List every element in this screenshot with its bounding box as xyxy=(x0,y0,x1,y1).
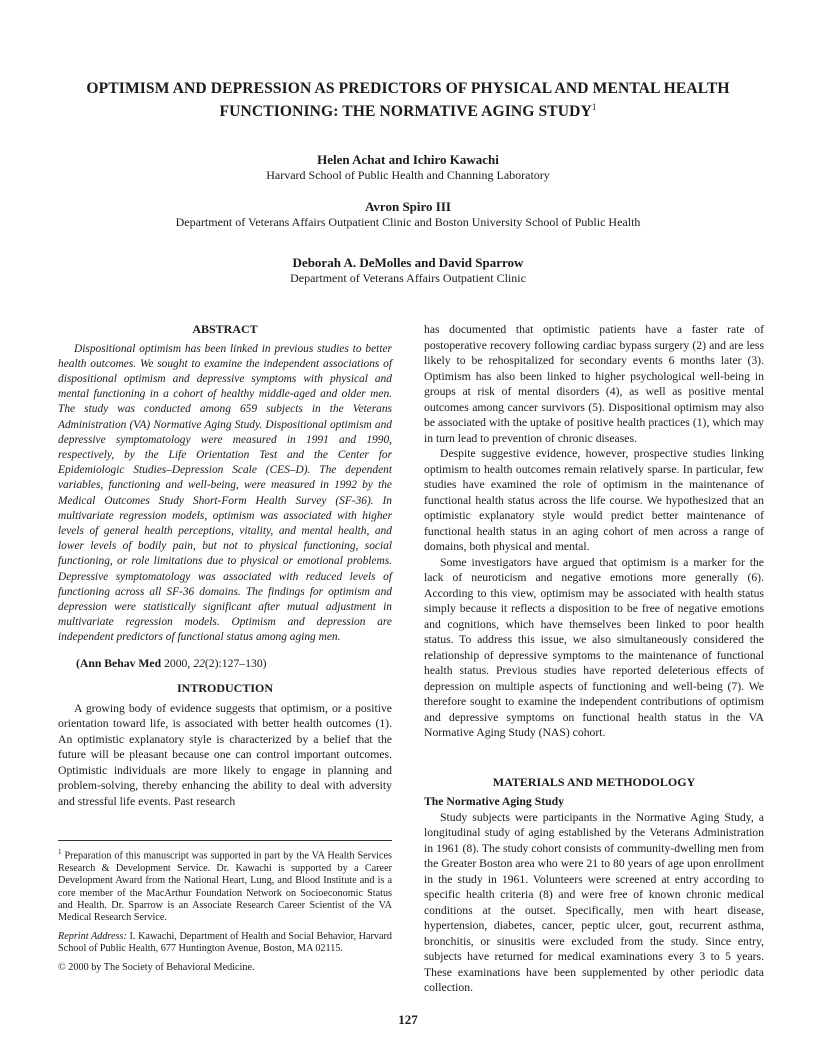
citation xyxy=(76,656,392,672)
footnote-divider xyxy=(58,840,392,841)
author-affiliation: Department of Veterans Affairs Outpatient Clinic and Boston University School of Public Health xyxy=(175,215,641,229)
abstract-text: Dispositional optimism has been linked in previous studies to better health outcomes. We sought to examine the independent associations of dispositional optimism and depressive symptoms with physical and mental functioning in a cohort of healthy middle-aged and older men. The study was conducted among 659 subjects in the Veterans Administration (VA) Normative Aging Study. Dispositional optimism and depressive symptomatology were measured in 1991 and 1990, respectively, by the Life Orientation Test and the Center for Epidemiologic Studies–Depression Scale (CES–D). The dependent variables, functioning and well-being, were measured in 1992 by the Medical Outcomes Study Short-Form Health Survey (SF-36). In multivariate regression models, optimism was associated with higher levels of general health perceptions, vitality, and mental health, and lower levels of bodily pain, but not to physical functioning, social functioning, or role limitations due to physical or emotional problems. Depressive symptomatology was associated with reduced levels of functioning across all SF-36 domains. The findings for optimism and depression were statistically significant after mutual adjustment in multivariate regression models. Optimism and depression are independent predictors of functional status among aging men. xyxy=(58,342,392,644)
citation-journal: (Ann Behav Med xyxy=(76,656,162,670)
copyright: © 2000 by The Society of Behavioral Medicine. xyxy=(58,961,255,973)
introduction-paragraph: has documented that optimistic patients have a faster rate of postoperative recovery following cardiac bypass surgery (2) and are less likely to be rehospitalized for secondary events 6 months later (3). Optimism has also been linked to higher psychological well-being in groups at risk of mental disorders (4), as well as positive mental outcomes among cancer survivors (5). Dispositional optimism may also be associated with the uptake of positive health practices (1), which may in turn lead to prevention of chronic diseases. xyxy=(424,323,764,445)
introduction-paragraph: Some investigators have argued that optimism is a marker for the lack of neuroticism and negative emotions more generally (6). According to this view, optimism may be associated with health status simply because it reflects a disposition to be free of negative emotions and cognitions, which have themselves been linked to poor health status. To address this issue, we also simultaneously considered the relationship of depressive symptoms to the maintenance of functional health status. Previous studies have reported deleterious effects of depression on multiple aspects of functioning and well-being (7). We therefore sought to examine the independent contributions of optimism and depressive symptoms on functional health status in the VA Normative Aging Study (NAS) cohort. xyxy=(424,555,764,739)
reprint-label: Reprint Address: xyxy=(58,930,127,942)
author-group-3 xyxy=(100,255,716,286)
funding-footnote xyxy=(58,846,392,925)
citation-volume: 22 xyxy=(193,656,205,670)
footnote-mark: 1 xyxy=(58,848,62,856)
left-column xyxy=(58,322,392,809)
citation-year: 2000, xyxy=(164,656,191,670)
footnotes xyxy=(58,846,392,980)
author-affiliation: Harvard School of Public Health and Channing Laboratory xyxy=(266,168,550,182)
author-group-2 xyxy=(100,199,716,230)
page-number: 127 xyxy=(398,1012,418,1027)
author-names: Avron Spiro III xyxy=(365,199,451,214)
reprint-text: I. Kawachi, Department of Health and Social Behavior, Harvard School of Public Health, 677 Huntington Avenue, Boston, MA 02115. xyxy=(58,930,393,955)
author-group-1 xyxy=(100,152,716,183)
funding-text: Preparation of this manuscript was supported in part by the VA Health Services Research & Development Service. Dr. Kawachi is supported by a Career Development Award from the National Heart, Lung, and Blood Institute and is a core member of the MacArthur Foundation Network on Socioeconomic Status and Health. Dr. Sparrow is an Associate Research Career Scientist of the VA Medical Research Service. xyxy=(58,850,392,924)
introduction-paragraph: Despite suggestive evidence, however, prospective studies linking optimism to health outcomes remain relatively sparse. In particular, few studies have examined the role of optimism in the maintenance of functional health status across the life course. We hypothesized that an optimistic explanatory style would predict better maintenance of functional health status in an aging cohort of men across a range of domains, both physical and mental. xyxy=(424,447,764,553)
reprint-footnote xyxy=(58,931,392,956)
title-footnote-mark: 1 xyxy=(591,102,597,112)
right-column xyxy=(424,322,764,996)
article-title-text: OPTIMISM AND DEPRESSION AS PREDICTORS OF PHYSICAL AND MENTAL HEALTH FUNCTIONING: THE NORMATIVE AGING STUDY xyxy=(86,80,730,121)
author-names: Deborah A. DeMolles and David Sparrow xyxy=(292,255,524,270)
abstract-heading: ABSTRACT xyxy=(192,322,258,336)
introduction-paragraph: A growing body of evidence suggests that optimism, or a positive orientation toward life, is associated with better health outcomes (1). An optimistic explanatory style is characterized by a belief that the future will be pleasant because one can control important outcomes. Optimistic individuals are more likely to engage in planning and problem-solving, thereby enhancing the ability to deal with adversity and stressful life events. Past research xyxy=(58,701,392,808)
methods-paragraph: Study subjects were participants in the Normative Aging Study, a longitudinal study of aging established by the Veterans Administration in 1961 (8). The study cohort consists of community-dwelling men from the Greater Boston area who were 21 to 80 years of age upon enrollment in the study in 1961. Volunteers were screened at entry according to specific health criteria (8) and were free of known chronic medical conditions at the outset. Specifically, men with heart disease, hypertension, diabetes, cancer, peptic ulcer, gout, recurrent asthma, bronchitis, or sinusitis were excluded from the study. Since entry, subjects have returned for medical examinations every 3 to 5 years. These examinations have been supplemented by other periodic data collection. xyxy=(424,810,764,994)
methods-heading: MATERIALS AND METHODOLOGY xyxy=(492,774,696,789)
author-names: Helen Achat and Ichiro Kawachi xyxy=(317,152,499,167)
author-affiliation: Department of Veterans Affairs Outpatient Clinic xyxy=(290,271,526,285)
citation-pages: (2):127–130) xyxy=(204,656,267,670)
article-title xyxy=(60,80,756,121)
methods-subheading: The Normative Aging Study xyxy=(424,795,564,808)
introduction-heading: INTRODUCTION xyxy=(176,681,273,696)
